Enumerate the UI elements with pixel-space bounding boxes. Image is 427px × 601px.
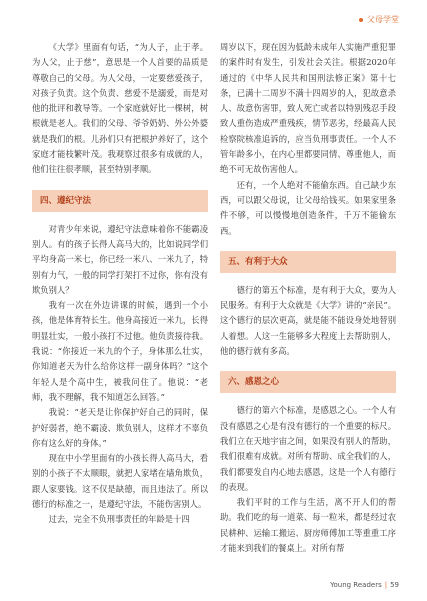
paragraph: 德行的第六个标准，是感恩之心。一个人有没有感恩之心是有没有德行的一个重要的标尺。我们立在天地宇宙之间，如果没有别人的帮助，我们很难有成就。对所有帮助、成全我们的人，我们都要发自内心地去感恩，这是一个人有德行的表现。: [220, 405, 396, 492]
paragraph: 我说：“老天是让你保护好自己的同时，保护好弱者，绝不霸凌、欺负别人，这样才不辜负你有这么好的身体。”: [32, 407, 208, 448]
paragraph: 《大学》里面有句话，“为人子，止于孝。为人父，止于慈”，意思是一个人首要的品质是尊敬自己的父母。为人父母，一定要慈爱孩子，对孩子负责。这个负责、慈爱不是溺爱，而是对他的批评和教导等。一个家庭就好比一棵树，树根就是老人。我们的父母、爷爷奶奶、外公外婆就是我们的根。儿孙们只有把根护养好了，这个家庭才能枝繁叶茂。我观察过很多有成就的人，他们往往很孝顺，甚至特别孝顺。: [32, 42, 208, 175]
right-column: [220, 40, 396, 556]
paragraph: 我们平时的工作与生活，离不开人们的帮助。我们吃的每一道菜、每一粒米，都是经过农民耕种、运输工搬运、厨房师傅加工等重重工序才能来到我们的餐桌上。对所有帮: [220, 497, 396, 554]
paragraph: 过去，完全不负刑事责任的年龄是十四: [48, 514, 190, 525]
paragraph: 现在中小学里面有的小孩长得人高马大，看别的小孩子不太顺眼，就把人家堵在墙角欺负，跟人家要钱。这不仅是缺德，而且违法了。所以德行的标准之一，是遵纪守法，不能伤害别人。: [32, 453, 208, 510]
page-footer: [330, 581, 399, 589]
section-heading-5: [220, 251, 396, 273]
paragraph: 对青少年来说，遵纪守法意味着你不能霸凌别人。有的孩子长得人高马大的，比如说同学们平均身高一米七，你已经一米八、一米九了，特别有力气，一般的同学打架打不过你，你有没有欺负别人？: [32, 223, 208, 295]
column-header: [359, 14, 399, 25]
section-title: 五、有利于大众: [228, 256, 288, 267]
paragraph: 德行的第五个标准，是有利于大众，要为人民服务。有利于大众就是《大学》讲的“亲民”。这个德行的层次更高，就是能不能设身处地替别人着想。人这一生能够多大程度上去帮助别人，他的德行就有多高。: [220, 284, 396, 357]
magazine-name: Young Readers: [330, 581, 382, 589]
bullet-icon: [359, 18, 363, 22]
paragraph: 我有一次在外边讲课的时候，遇到一个小孩，他是体育特长生。他身高接近一米九，长得明显壮实，一般小孩打不过他。他负责接待我。我说：“你接近一米九的个子，身体那么壮实，你知道老天为什么给你这样一副身体吗？”这个年轻人是个高中生，被我问住了。他说：“老师，我不理解，我不知道怎么回答。”: [32, 300, 208, 402]
section-heading-4: [32, 190, 208, 212]
section-title: 六、感恩之心: [228, 377, 280, 388]
left-column: [32, 40, 208, 528]
page-number: 59: [390, 581, 399, 589]
separator: |: [384, 581, 388, 589]
paragraph: 周岁以下，现在因为低龄未成年人实施严重犯罪的案件时有发生，引发社会关注。根据2020年通过的《中华人民共和国刑法修正案》第十七条，已满十二周岁不满十四周岁的人，犯故意杀人、故意伤害罪，致人死亡或者以特别残忍手段致人重伤造成严重残疾，情节恶劣，经最高人民检察院核准追诉的，应当负刑事责任。一个人不管年龄多小，在内心里都要同情、尊重他人，而绝不可无故伤害他人。: [220, 42, 396, 175]
column-name: 父母学堂: [367, 15, 399, 24]
section-title: 四、遵纪守法: [40, 195, 92, 206]
paragraph: 还有，一个人绝对不能偷东西。自己缺少东西，可以跟父母说，让父母给钱买。如果家里条件不够，可以慢慢地创造条件，千万不能偷东西。: [220, 179, 396, 236]
section-heading-6: [220, 371, 396, 393]
